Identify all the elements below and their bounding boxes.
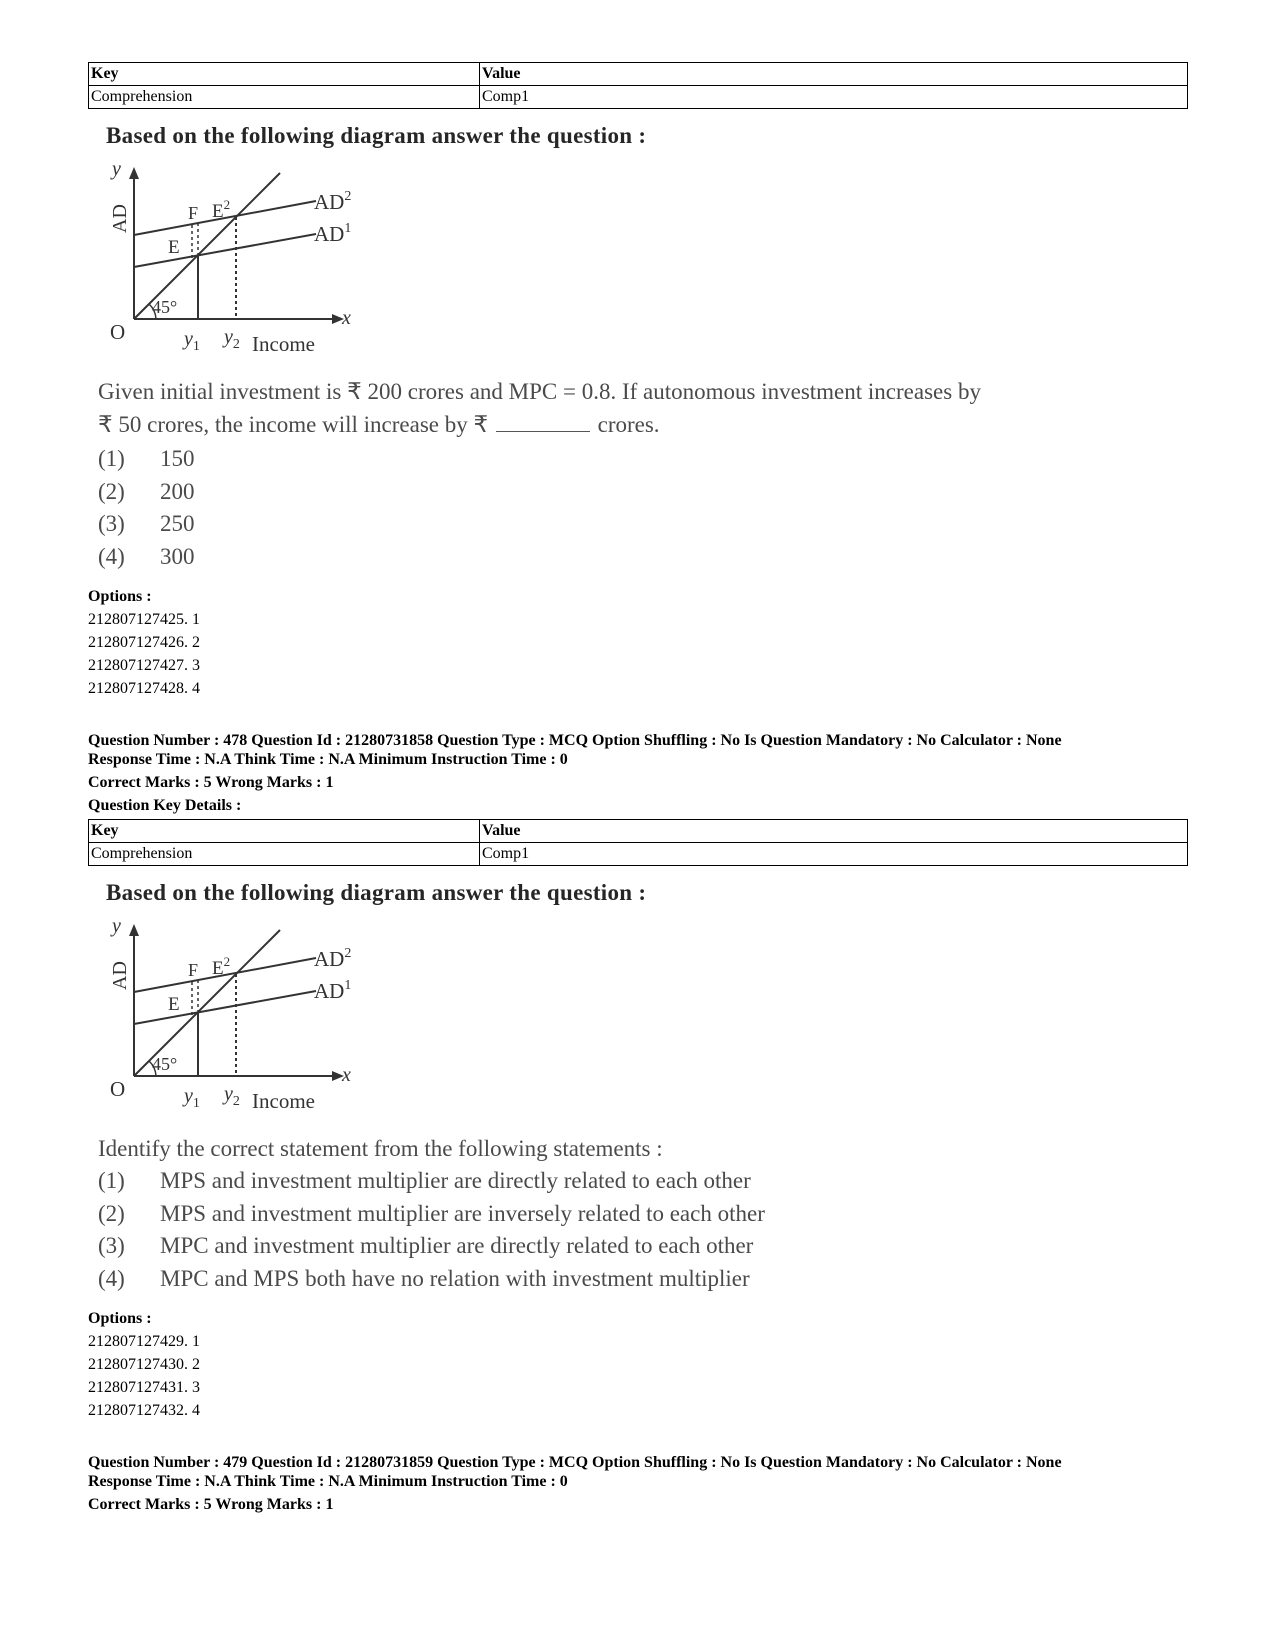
choice-number: (1) [98, 1168, 125, 1193]
question-intro: Based on the following diagram answer the question : [106, 880, 647, 905]
y1-label: $y_1$ [184, 1085, 200, 1111]
angle-label: 45° [152, 297, 178, 317]
ad-axis-label: AD [109, 961, 131, 990]
question-meta-line: Question Number : 478 Question Id : 21280731858 Question Type : MCQ Option Shuffling : No Is Question Mandatory : No Calculator : None [88, 732, 1062, 749]
choice-text: MPS and investment multiplier are directly related to each other [160, 1168, 751, 1193]
choice-text: 150 [160, 446, 195, 471]
option-id: 212807127426. 2 [88, 634, 200, 651]
ad2-label: $AD^2$ [314, 946, 352, 971]
option-id: 212807127431. 3 [88, 1379, 200, 1396]
y2-label: $y_2$ [224, 1083, 240, 1109]
option-id: 212807127430. 2 [88, 1356, 200, 1373]
origin-label: O [110, 1077, 126, 1101]
x-axis-label: x [342, 307, 351, 329]
ad-income-diagram [104, 161, 374, 361]
choice-text: 250 [160, 511, 195, 536]
y-axis-label: y [112, 161, 121, 180]
answer-choice [98, 1165, 1188, 1198]
choice-text: MPS and investment multiplier are inversely related to each other [160, 1200, 765, 1226]
value-cell: Comp1 [480, 86, 1188, 109]
document-page [88, 62, 1188, 1514]
y-axis-label: y [112, 918, 121, 937]
point-f-label: F [188, 203, 199, 223]
ad-axis-label: AD [109, 204, 131, 233]
question-key-table [88, 819, 1188, 866]
question-timing-line: Response Time : N.A Think Time : N.A Minimum Instruction Time : 0 [88, 751, 568, 768]
stem-line-2-end: crores. [597, 412, 660, 437]
question-meta-line: Question Number : 479 Question Id : 21280731859 Question Type : MCQ Option Shuffling : No Is Question Mandatory : No Calculator : None [88, 1454, 1062, 1471]
ad2-label: $AD^2$ [314, 189, 352, 214]
point-e2-label: $E^2$ [212, 197, 231, 222]
value-header: Value [480, 63, 1188, 86]
income-label: Income [252, 332, 315, 356]
x-axis-label: x [342, 1064, 351, 1086]
question-marks: Correct Marks : 5 Wrong Marks : 1 [88, 1496, 334, 1513]
choice-text: MPC and MPS both have no relation with investment multiplier [160, 1265, 750, 1291]
option-id: 212807127432. 4 [88, 1402, 200, 1419]
answer-choice [98, 476, 1188, 509]
stem-line-2-start: ₹ 50 crores, the income will increase by ₹ [98, 412, 489, 437]
answer-choice [98, 508, 1188, 541]
key-header: Key [89, 63, 480, 86]
answer-choice [98, 443, 1188, 476]
y-axis-arrow [129, 167, 139, 179]
origin-label: O [110, 320, 126, 344]
answer-choices [88, 443, 1188, 573]
value-cell: Comp1 [480, 843, 1188, 866]
choice-number: (4) [98, 1265, 125, 1291]
choice-number: (1) [98, 446, 125, 471]
income-label: Income [252, 1089, 315, 1113]
ad1-label: $AD^1$ [314, 978, 352, 1003]
key-header: Key [89, 820, 480, 843]
choice-number: (2) [98, 1200, 125, 1226]
question-stem: Identify the correct statement from the following statements : [98, 1136, 663, 1161]
choice-number: (3) [98, 1233, 125, 1258]
option-id: 212807127427. 3 [88, 657, 200, 674]
option-id: 212807127425. 1 [88, 611, 200, 628]
choice-text: 300 [160, 543, 195, 569]
point-e-label: E [168, 237, 180, 258]
question-timing-line: Response Time : N.A Think Time : N.A Minimum Instruction Time : 0 [88, 1473, 568, 1490]
question-intro: Based on the following diagram answer the question : [106, 123, 647, 148]
stem-line-1: Given initial investment is ₹ 200 crores and MPC = 0.8. If autonomous investment increases by [98, 379, 981, 404]
key-cell: Comprehension [89, 86, 480, 109]
point-f-label: F [188, 960, 199, 980]
question-stem [98, 375, 1188, 441]
choice-number: (3) [98, 511, 125, 536]
option-id: 212807127428. 4 [88, 680, 200, 697]
choice-number: (2) [98, 478, 125, 504]
stem-line-2 [98, 408, 1188, 441]
ad1-line [134, 991, 316, 1024]
point-e-label: E [168, 994, 180, 1015]
y-axis-arrow [129, 924, 139, 936]
answer-choice [98, 1230, 1188, 1263]
answer-choices [88, 1165, 1188, 1295]
answer-choice [98, 1263, 1188, 1296]
angle-label: 45° [152, 1054, 178, 1074]
choice-text: 200 [160, 478, 195, 504]
options-label: Options : [88, 588, 152, 605]
option-id: 212807127429. 1 [88, 1333, 200, 1350]
ad1-label: $AD^1$ [314, 221, 352, 246]
options-label: Options : [88, 1310, 152, 1327]
y2-label: $y_2$ [224, 326, 240, 352]
answer-choice [98, 1198, 1188, 1231]
answer-choice [98, 541, 1188, 574]
choice-text: MPC and investment multiplier are directly related to each other [160, 1233, 754, 1258]
question-marks: Correct Marks : 5 Wrong Marks : 1 [88, 774, 334, 791]
value-header: Value [480, 820, 1188, 843]
choice-number: (4) [98, 543, 125, 569]
y1-label: $y_1$ [184, 328, 200, 354]
key-cell: Comprehension [89, 843, 480, 866]
point-e2-label: $E^2$ [212, 954, 231, 979]
ad1-line [134, 234, 316, 267]
ad-income-diagram [104, 918, 374, 1118]
question-key-table [88, 62, 1188, 109]
answer-blank [496, 413, 590, 432]
question-key-details-label: Question Key Details : [88, 797, 242, 814]
